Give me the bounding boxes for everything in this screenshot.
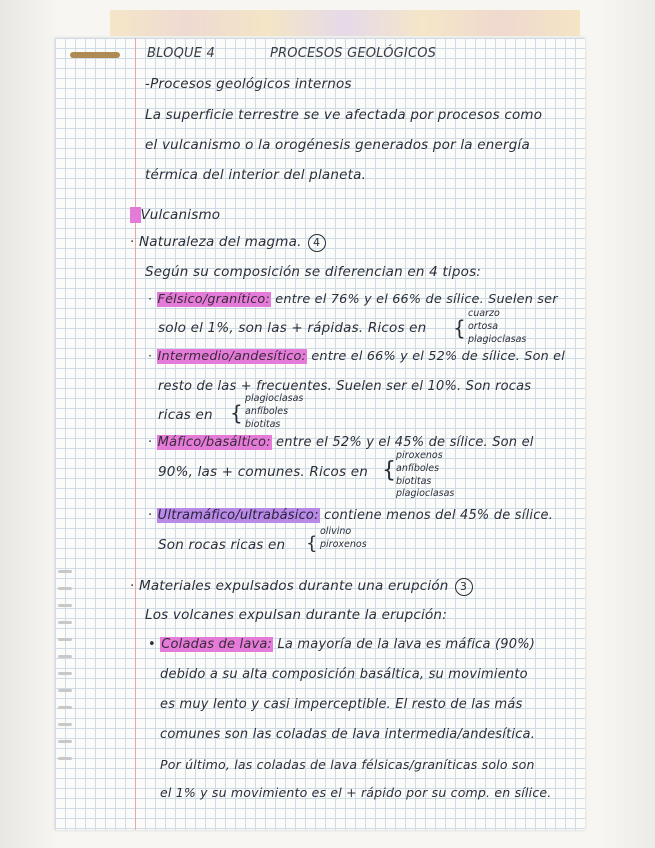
coladas-line-1: • Coladas de lava: La mayoría de la lava es máfica (90%): [148, 637, 536, 652]
intermedio-line-3: ricas en: [158, 407, 213, 423]
header-title: PROCESOS GEOLÓGICOS: [270, 46, 437, 61]
coladas-line-5: Por último, las coladas de lava félsicas/graníticas solo son: [160, 757, 535, 772]
header-bloque: BLOQUE 4: [147, 46, 215, 61]
mineral-biotitas: biotitas: [396, 476, 432, 487]
section-heading: Vulcanismo: [130, 207, 220, 223]
mineral-anfiboles: anfíboles: [245, 406, 289, 417]
binder-ring: [70, 52, 120, 58]
mineral-plagioclasas: plagioclasas: [396, 488, 455, 499]
coladas-line-6: el 1% y su movimiento es el + rápido por su comp. en sílice.: [160, 785, 552, 800]
coladas-line-2: debido a su alta composición basáltica, su movimiento: [160, 667, 528, 682]
ultramafico-line-2: Son rocas ricas en: [158, 537, 286, 553]
materiales-intro: Los volcanes expulsan durante la erupción:: [145, 607, 447, 623]
mineral-anfiboles: anfíboles: [396, 463, 440, 474]
coladas-line-4: comunes son las coladas de lava intermedia/andesítica.: [160, 727, 536, 742]
mineral-ortosa: ortosa: [468, 321, 499, 332]
mineral-cuarzo: cuarzo: [468, 308, 500, 319]
felsico-line-2: solo el 1%, son las + rápidas. Ricos en: [158, 320, 427, 336]
margin-line: [135, 38, 136, 830]
mineral-piroxenos: piroxenos: [396, 450, 443, 461]
mafico-line-2: 90%, las + comunes. Ricos en: [158, 464, 369, 480]
mineral-biotitas: biotitas: [245, 419, 281, 430]
subtitle: -Procesos geológicos internos: [145, 76, 352, 92]
naturaleza-line: · Naturaleza del magma. 4: [130, 234, 326, 252]
mineral-plagioclasas: plagioclasas: [468, 334, 527, 345]
mineral-piroxenos: piroxenos: [320, 539, 367, 550]
mineral-olivino: olivino: [320, 526, 352, 537]
number-circle: 3: [455, 578, 473, 596]
number-circle: 4: [308, 234, 326, 252]
intro-line-1: La superficie terrestre se ve afectada por procesos como: [145, 107, 543, 123]
decorative-strip: [110, 10, 580, 36]
mafico-line-1: · Máfico/basáltico: entre el 52% y el 45% de sílice. Son el: [148, 435, 534, 450]
intro-line-2: el vulcanismo o la orogénesis generados por la energía: [145, 137, 530, 153]
naturaleza-intro: Según su composición se diferencian en 4 tipos:: [145, 264, 482, 280]
felsico-line-1: · Félsico/granítico: entre el 76% y el 66% de sílice. Suelen ser: [148, 292, 558, 307]
ultramafico-line-1: · Ultramáfico/ultrabásico: contiene menos del 45% de sílice.: [148, 508, 554, 523]
page-edge-marks: [58, 570, 76, 774]
materiales-line: · Materiales expulsados durante una erupción 3: [130, 578, 473, 596]
coladas-line-3: es muy lento y casi imperceptible. El resto de las más: [160, 697, 523, 712]
intro-line-3: térmica del interior del planeta.: [145, 167, 367, 183]
mineral-plagioclasas: plagioclasas: [245, 393, 304, 404]
intermedio-line-1: · Intermedio/andesítico: entre el 66% y el 52% de sílice. Son el: [148, 349, 566, 364]
intermedio-line-2: resto de las + frecuentes. Suelen ser el 10%. Son rocas: [158, 379, 532, 394]
